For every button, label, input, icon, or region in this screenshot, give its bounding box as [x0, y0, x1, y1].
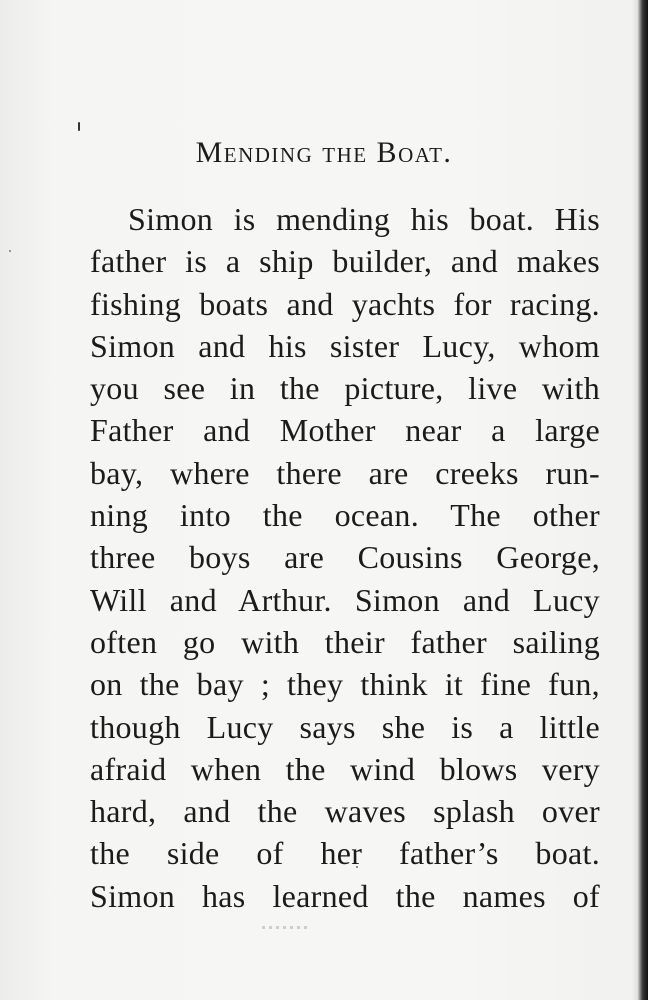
text-line: Simon is mending his boat. His: [128, 201, 600, 237]
text-line: Father and Mother near a large: [90, 412, 600, 449]
text-line: afraid when the wind blows very: [90, 750, 600, 787]
text-line: three boys are Cousins George,: [90, 539, 600, 576]
text-line: ning into the ocean. The other: [90, 497, 600, 534]
faint-printer-mark: [262, 926, 310, 929]
text-line: often go with their father sailing: [90, 623, 600, 660]
text-line: Simon and his sister Lucy, whom: [90, 327, 600, 364]
text-line: father is a ship builder, and makes: [90, 243, 600, 280]
page-title: Mending the Boat.: [195, 136, 453, 169]
body-text: [90, 198, 600, 917]
text-line: fishing boats and yachts for racing.: [90, 285, 600, 322]
text-line: bay, where there are creeks run-: [90, 454, 600, 491]
text-line: though Lucy says she is a little: [90, 708, 600, 745]
text-line: Simon has learned the names of: [90, 877, 600, 914]
ink-speck: [9, 250, 11, 252]
text-line: hard, and the waves splash over: [90, 793, 600, 830]
text-line: Will and Arthur. Simon and Lucy: [90, 581, 600, 618]
text-line: you see in the picture, live with: [90, 370, 600, 407]
ink-speck: [78, 122, 80, 131]
text-line: the side of her father’s boat.: [90, 835, 600, 872]
text-line: on the bay ; they think it fine fun,: [90, 666, 600, 703]
